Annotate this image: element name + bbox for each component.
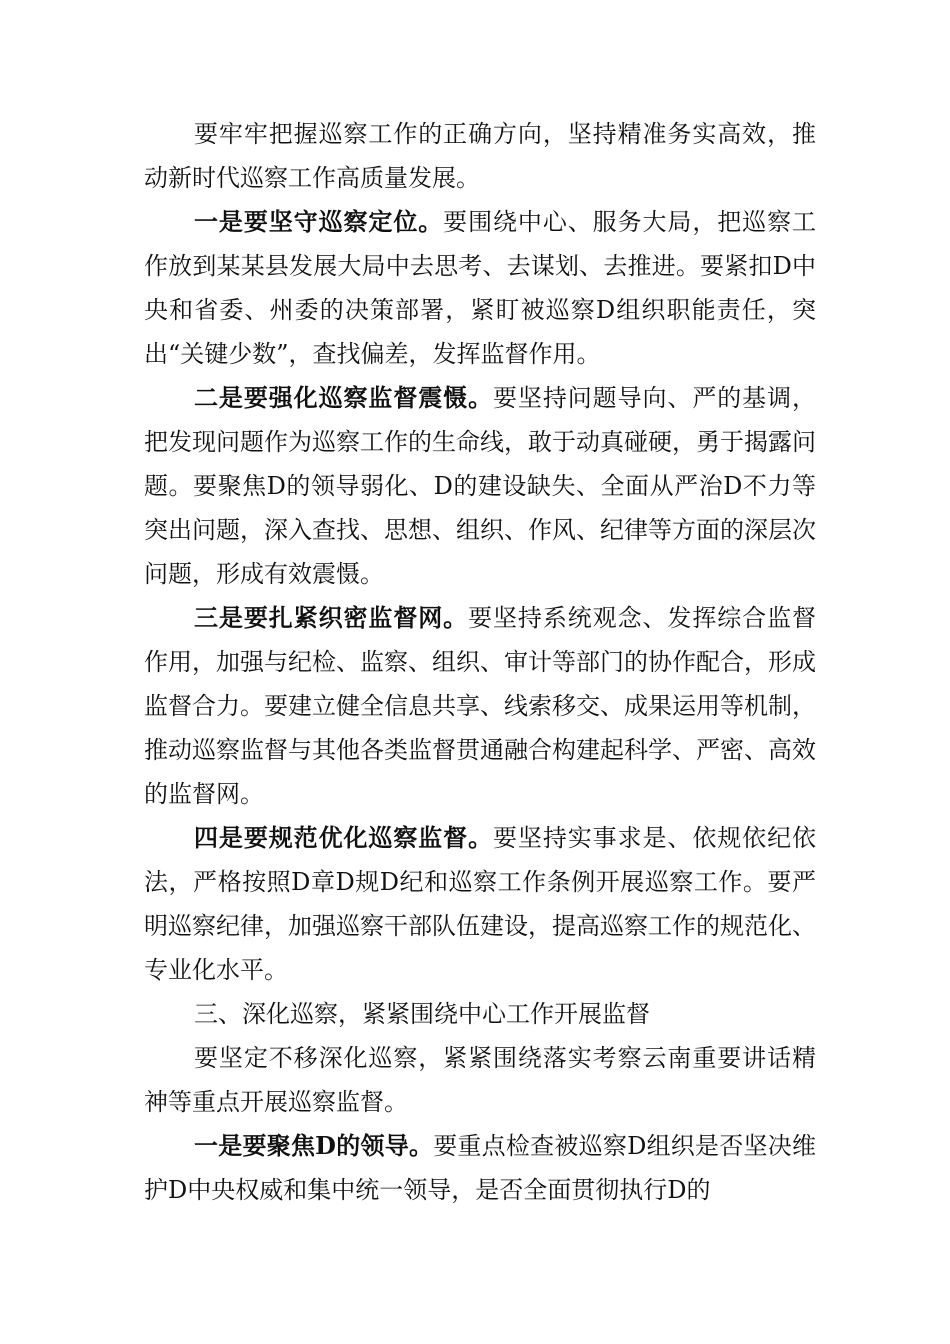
paragraph-text: 要重点检查被巡察D组织是否坚决维护D中央权威和集中统一领导，是否全面贯彻执行D的 [144, 1132, 816, 1204]
paragraph-lead: 一是要聚焦D的领导。 [194, 1131, 434, 1160]
paragraph-text: 要坚定不移深化巡察，紧紧围绕落实考察云南重要讲话精神等重点开展巡察监督。 [144, 1044, 816, 1116]
paragraph-text: 要坚持实事求是、依规依纪依法，严格按照D章D规D纪和巡察工作条例开展巡察工作。要严明巡察纪律，加强巡察干部队伍建设，提高巡察工作的规范化、专业化水平。 [144, 824, 816, 984]
paragraph-text: 要牢牢把握巡察工作的正确方向，坚持精准务实高效，推动新时代巡察工作高质量发展。 [144, 120, 816, 192]
paragraph-lead: 一是要坚守巡察定位。 [194, 207, 444, 236]
paragraph-5 [144, 816, 816, 992]
paragraph-4 [144, 596, 816, 816]
paragraph-text: 要围绕中心、服务大局，把巡察工作放到某某县发展大局中去思考、去谋划、去推进。要紧扣D中央和省委、州委的决策部署，紧盯被巡察D组织职能责任，突出“关键少数”，查找偏差，发挥监督作用。 [144, 208, 817, 368]
paragraph-text: 要坚持系统观念、发挥综合监督作用，加强与纪检、监察、组织、审计等部门的协作配合，形成监督合力。要建立健全信息共享、线索移交、成果运用等机制，推动巡察监督与其他各类监督贯通融合构建起科学、严密、高效的监督网。 [144, 604, 817, 808]
paragraph-lead: 二是要强化巡察监督震慑。 [194, 383, 493, 412]
paragraph-3 [144, 376, 816, 596]
paragraph-2 [144, 200, 816, 376]
section-heading [144, 992, 816, 1036]
paragraph-text: 要坚持问题导向、严的基调，把发现问题作为巡察工作的生命线，敢于动真碰硬，勇于揭露问题。要聚焦D的领导弱化、D的建设缺失、全面从严治D不力等突出问题，深入查找、思想、组织、作风、纪律等方面的深层次问题，形成有效震慑。 [144, 384, 816, 588]
paragraph-text: 三、深化巡察，紧紧围绕中心工作开展监督 [194, 1000, 650, 1028]
paragraph-8 [144, 1124, 816, 1212]
paragraph-lead: 四是要规范优化巡察监督。 [194, 823, 493, 852]
paragraph-1 [144, 112, 816, 200]
paragraph-7 [144, 1036, 816, 1124]
paragraph-lead: 三是要扎紧织密监督网。 [194, 603, 469, 632]
